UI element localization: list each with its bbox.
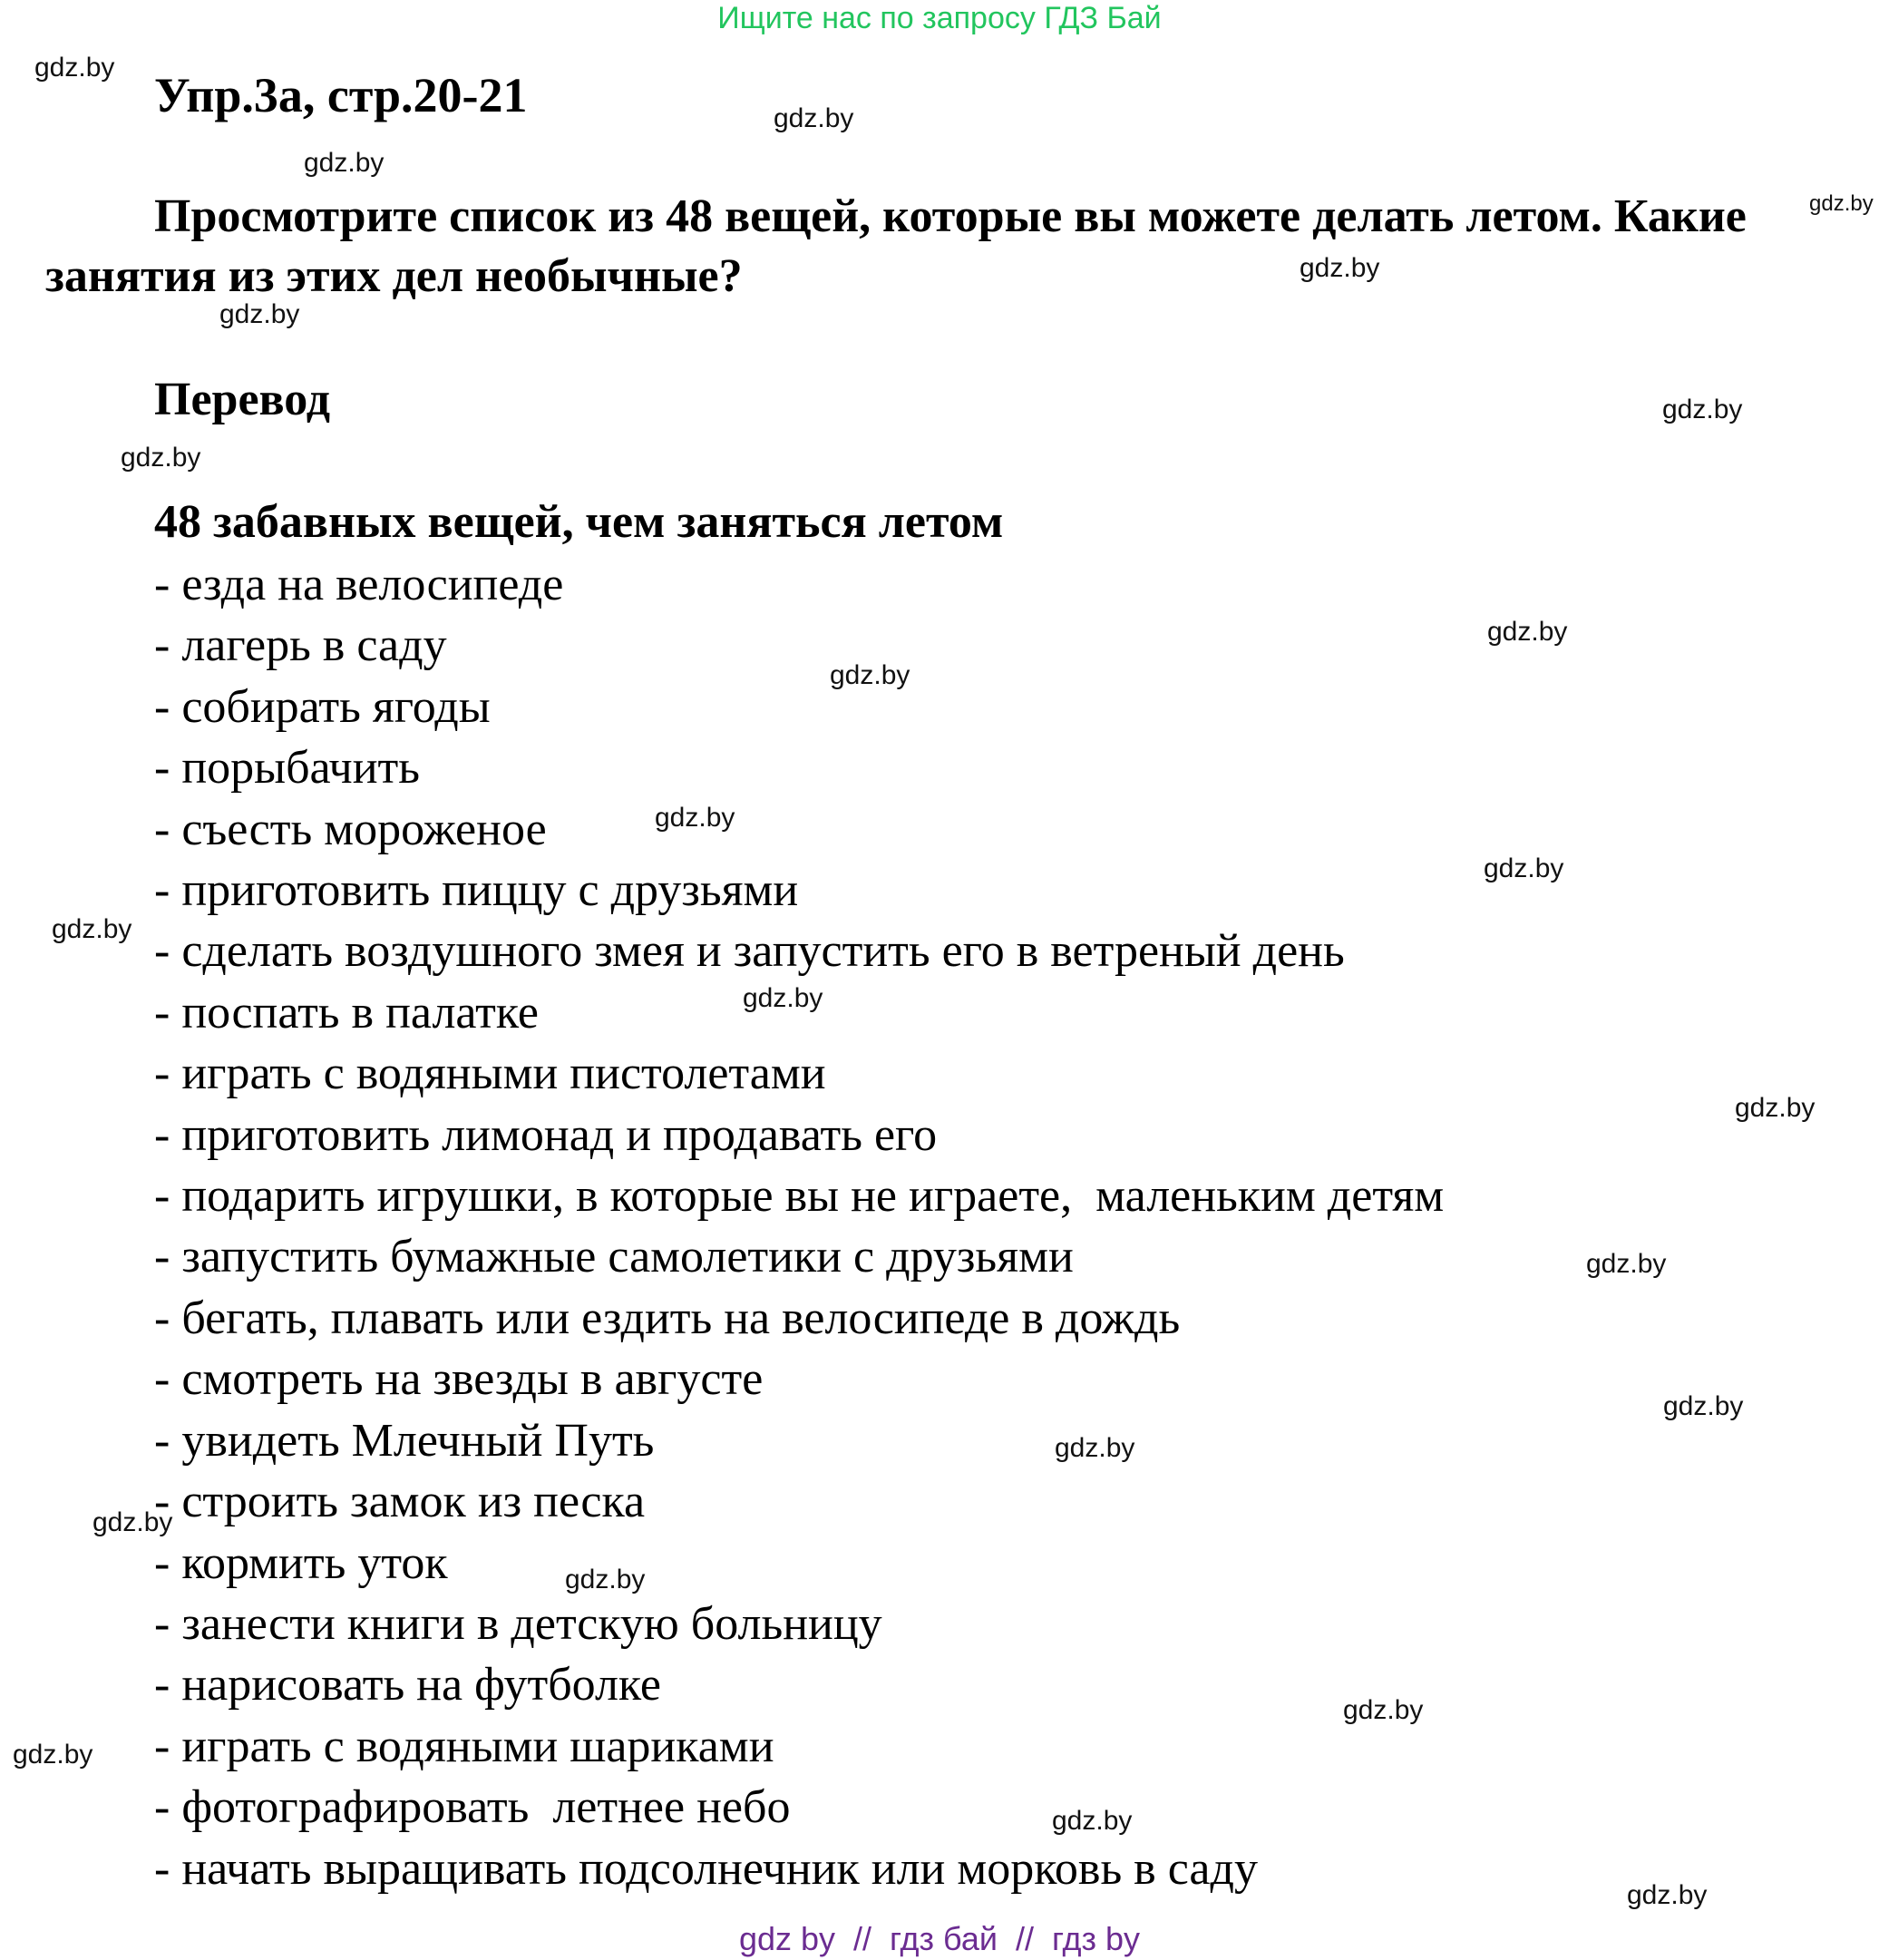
watermark: gdz.by bbox=[1735, 1093, 1816, 1123]
watermark: gdz.by bbox=[1662, 395, 1743, 424]
list-item: - приготовить пиццу с друзьями bbox=[154, 864, 799, 917]
list-item: - фотографировать летнее небо bbox=[154, 1781, 791, 1834]
activities-list bbox=[154, 554, 1444, 1899]
watermark: gdz.by bbox=[1627, 1880, 1708, 1910]
watermark: gdz.by bbox=[1586, 1249, 1667, 1279]
list-item: - приготовить лимонад и продавать его bbox=[154, 1108, 938, 1161]
watermark: gdz.by bbox=[1809, 191, 1874, 216]
list-item: - поспать в палатке bbox=[154, 986, 539, 1039]
list-item: - бегать, плавать или ездить на велосипеде в дождь bbox=[154, 1292, 1181, 1344]
list-item: - езда на велосипеде bbox=[154, 559, 564, 610]
top-banner[interactable]: Ищите нас по запросу ГДЗ Бай bbox=[717, 1, 1162, 35]
list-item: - сделать воздушного змея и запустить его в ветреный день bbox=[154, 925, 1345, 978]
list-item: - подарить игрушки, в которые вы не играете, маленьким детям bbox=[154, 1170, 1445, 1223]
task-text: Просмотрите список из 48 вещей, которые вы можете делать летом. Какие занятия из этих дел необычные? bbox=[45, 190, 1747, 302]
watermark: gdz.by bbox=[1343, 1695, 1424, 1725]
list-item: - порыбачить bbox=[154, 742, 420, 795]
watermark: gdz.by bbox=[565, 1565, 646, 1594]
watermark: gdz.by bbox=[92, 1507, 173, 1537]
watermark: gdz.by bbox=[1052, 1806, 1133, 1836]
watermark: gdz.by bbox=[1663, 1391, 1744, 1421]
list-item: - начать выращивать подсолнечник или морковь в саду bbox=[154, 1842, 1258, 1895]
exercise-title: Упр.3а, стр.20-21 bbox=[154, 68, 528, 122]
list-item: - лагерь в саду bbox=[154, 619, 447, 672]
watermark: gdz.by bbox=[1487, 617, 1568, 647]
watermark: gdz.by bbox=[1300, 253, 1380, 283]
list-item: - увидеть Млечный Путь bbox=[154, 1414, 655, 1467]
watermark: gdz.by bbox=[121, 443, 201, 473]
list-item: - смотреть на звезды в августе bbox=[154, 1353, 764, 1406]
translation-heading: Перевод bbox=[154, 374, 331, 425]
watermark: gdz.by bbox=[304, 148, 385, 178]
list-title: 48 забавных вещей, чем заняться летом bbox=[154, 496, 1004, 548]
watermark: gdz.by bbox=[1484, 853, 1564, 883]
footer-links[interactable]: gdz by // гдз бай // гдз by bbox=[738, 1920, 1141, 1957]
list-item: - запустить бумажные самолетики с друзьями bbox=[154, 1231, 1074, 1283]
list-item: - играть с водяными пистолетами bbox=[154, 1048, 826, 1100]
list-item: - собирать ягоды bbox=[154, 680, 491, 733]
watermark: gdz.by bbox=[1055, 1433, 1135, 1463]
list-item: - нарисовать на футболке bbox=[154, 1659, 661, 1711]
watermark: gdz.by bbox=[743, 983, 823, 1013]
watermark: gdz.by bbox=[52, 914, 132, 944]
watermark: gdz.by bbox=[774, 103, 854, 133]
watermark: gdz.by bbox=[34, 53, 115, 83]
watermark: gdz.by bbox=[219, 299, 300, 329]
list-item: - съесть мороженое bbox=[154, 803, 547, 855]
list-item: - строить замок из песка bbox=[154, 1476, 646, 1528]
list-item: - кормить уток bbox=[154, 1536, 448, 1589]
list-item: - занести книги в детскую больницу bbox=[154, 1597, 882, 1650]
list-item: - играть с водяными шариками bbox=[154, 1720, 774, 1772]
watermark: gdz.by bbox=[830, 660, 910, 690]
watermark: gdz.by bbox=[655, 803, 735, 833]
watermark: gdz.by bbox=[13, 1740, 93, 1770]
